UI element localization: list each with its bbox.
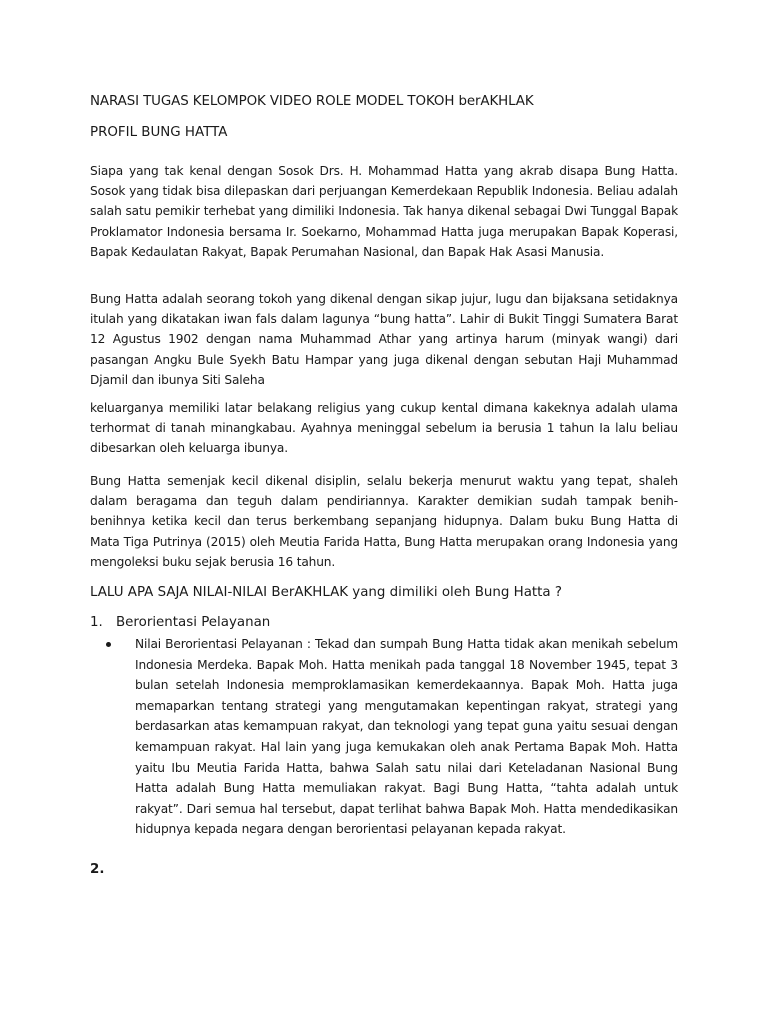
paragraph-4: Bung Hatta semenjak kecil dikenal disiplin, selalu bekerja menurut waktu yang tepat, shaleh dalam beragama dan teguh dalam pendiriannya. Karakter demikian sudah tampak benih-benihnya ketika kecil dan terus berkembang sepanjang hidupnya. Dalam buku Bung Hatta di Mata Tiga Putrinya (2015) oleh Meutia Farida Hatta, Bung Hatta merupakan orang Indonesia yang mengoleksi buku sejak berusia 16 tahun. xyxy=(90,474,678,569)
list-item-2-number: 2. xyxy=(90,862,105,877)
bullet-text: Nilai Berorientasi Pelayanan : Tekad dan sumpah Bung Hatta tidak akan menikah sebelum Indonesia Merdeka. Bapak Moh. Hatta menikah pada tanggal 18 November 1945, tepat 3 bulan setelah Indonesia memproklamasikan kemerdekaannya. Bapak Moh. Hatta juga memaparkan tentang strategi yang mengutamakan kepentingan rakyat, strategi yang berdasarkan atas kemampuan rakyat, dan teknologi yang tepat guna yaitu sesuai dengan kemampuan rakyat. Hal lain yang juga kemukakan oleh anak Pertama Bapak Moh. Hatta yaitu Ibu Meutia Farida Hatta, bahwa Salah satu nilai dari Keteladanan Nasional Bung Hatta adalah Bung Hatta memuliakan rakyat. Bagi Bung Hatta, “tahta adalah untuk rakyat”. Dari semua hal tersebut, dapat terlihat bahwa Bapak Moh. Hatta mendedikasikan hidupnya kepada negara dengan berorientasi pelayanan kepada rakyat. xyxy=(135,637,678,837)
document-title: NARASI TUGAS KELOMPOK VIDEO ROLE MODEL TOKOH berAKHLAK xyxy=(90,94,534,109)
list-item-1-heading xyxy=(90,613,270,633)
paragraph-1: Siapa yang tak kenal dengan Sosok Drs. H. Mohammad Hatta yang akrab disapa Bung Hatta. Sosok yang tidak bisa dilepaskan dari perjuangan Kemerdekaan Republik Indonesia. Beliau adalah salah satu pemikir terhebat yang dimiliki Indonesia. Tak hanya dikenal sebagai Dwi Tunggal Bapak Proklamator Indonesia bersama Ir. Soekarno, Mohammad Hatta juga merupakan Bapak Koperasi, Bapak Kedaulatan Rakyat, Bapak Perumahan Nasional, dan Bapak Hak Asasi Manusia. xyxy=(90,164,678,259)
question-heading: LALU APA SAJA NILAI-NILAI BerAKHLAK yang dimiliki oleh Bung Hatta ? xyxy=(90,585,562,600)
section-heading: PROFIL BUNG HATTA xyxy=(90,125,228,140)
list-number: 1. xyxy=(90,615,103,630)
paragraph-2: Bung Hatta adalah seorang tokoh yang dikenal dengan sikap jujur, lugu dan bijaksana setidaknya itulah yang dikatakan iwan fals dalam lagunya “bung hatta”. Lahir di Bukit Tinggi Sumatera Barat 12 Agustus 1902 dengan nama Muhammad Athar yang artinya harum (minyak wangi) dari pasangan Angku Bule Syekh Batu Hampar yang juga dikenal dengan sebutan Haji Muhammad Djamil dan ibunya Siti Saleha xyxy=(90,292,678,387)
bullet-icon xyxy=(106,642,111,647)
list-heading-text: Berorientasi Pelayanan xyxy=(116,615,271,630)
paragraph-3: keluarganya memiliki latar belakang religius yang cukup kental dimana kakeknya adalah ulama terhormat di tanah minangkabau. Ayahnya meninggal sebelum ia berusia 1 tahun Ia lalu beliau dibesarkan oleh keluarga ibunya. xyxy=(90,401,678,456)
bullet-item xyxy=(106,634,678,840)
